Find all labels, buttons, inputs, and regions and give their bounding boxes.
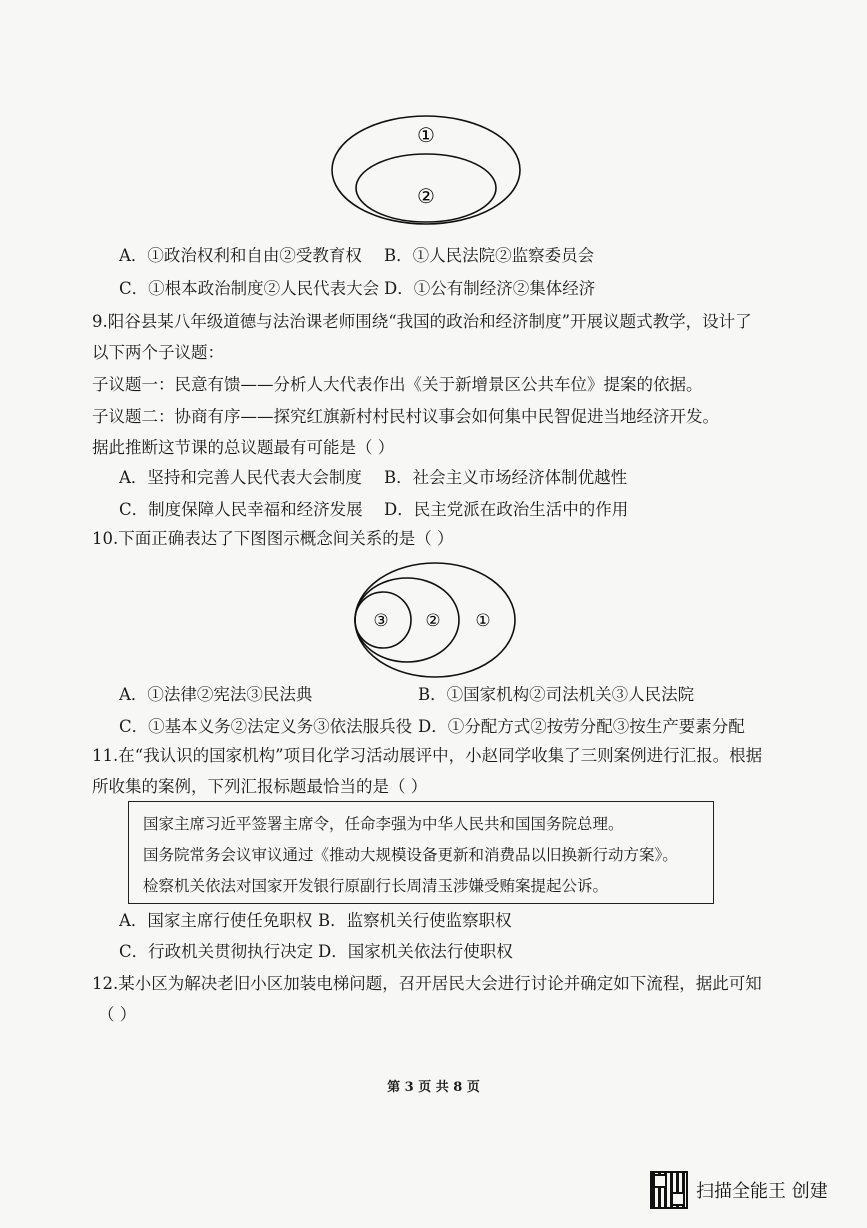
q10-nested-circles-diagram [350,558,520,683]
q12-stem-line2: （ ） [98,1005,137,1024]
q8-inner-label: ② [417,184,435,208]
q10-option-a: A．①法律②宪法③民法典 [119,685,313,704]
q9-stem-line2: 以下两个子议题： [92,343,224,362]
q10-inner-label: ③ [373,611,389,631]
q11-case-box [128,801,714,904]
q9-stem-line1: 9.阳谷县某八年级道德与法治课老师围绕“我国的政治和经济制度”开展议题式教学，设计了 [92,312,752,331]
q9-option-c: C．制度保障人民幸福和经济发展 [119,500,363,519]
q9-sub-topic-1: 子议题一：民意有馈——分析人大代表作出《关于新增景区公共车位》提案的依据。 [92,375,703,394]
q11-option-d: D．国家机关依法行使职权 [318,942,513,961]
q11-case-2: 国务院常务会议审议通过《推动大规模设备更新和消费品以旧换新行动方案》。 [143,846,678,864]
scanner-text: 扫描全能王 创建 [696,1181,828,1202]
q11-case-3: 检察机关依法对国家开发银行原副行长周清玉涉嫌受贿案提起公诉。 [143,877,609,895]
q8-option-d: D．①公有制经济②集体经济 [384,279,596,298]
q8-outer-label: ① [417,123,435,147]
q10-option-b: B．①国家机构②司法机关③人民法院 [418,685,695,704]
q9-option-d: D．民主党派在政治生活中的作用 [384,500,629,519]
q11-option-a: A．国家主席行使任免职权 [119,911,313,930]
q10-middle-ellipse [355,578,459,662]
q10-option-d: D．①分配方式②按劳分配③按生产要素分配 [418,717,745,736]
q8-option-b: B．①人民法院②监察委员会 [384,246,595,265]
q11-option-c: C．行政机关贯彻执行决定 [119,942,314,961]
q9-option-a: A．坚持和完善人民代表大会制度 [119,468,362,487]
scanner-watermark [650,1171,828,1209]
q9-option-b: B．社会主义市场经济体制优越性 [384,468,628,487]
q10-stem: 10.下面正确表达了下图图示概念间关系的是（ ） [92,529,454,548]
q11-stem-line1: 11.在“我认识的国家机构”项目化学习活动展评中，小赵同学收集了三则案例进行汇报。根据 [92,746,763,765]
q8-option-c: C．①根本政治制度②人民代表大会 [119,279,380,298]
q11-option-b: B．监察机关行使监察职权 [318,911,512,930]
q9-sub-topic-2: 子议题二：协商有序——探究红旗新村村民村议事会如何集中民智促进当地经济开发。 [92,407,719,426]
q10-middle-label: ② [425,611,441,631]
q10-option-c: C．①基本义务②法定义务③依法服兵役 [119,717,413,736]
qr-code-icon [650,1171,688,1209]
q10-outer-label: ① [475,611,491,631]
q9-question: 据此推断这节课的总议题最有可能是（ ） [92,438,395,457]
q11-case-1: 国家主席习近平签署主席令，任命李强为中华人民共和国国务院总理。 [143,815,624,833]
page-number: 第 3 页 共 8 页 [387,1080,480,1095]
q12-stem-line1: 12.某小区为解决老旧小区加装电梯问题，召开居民大会进行讨论并确定如下流程，据此可知 [92,974,762,993]
q11-stem-line2: 所收集的案例，下列汇报标题最恰当的是（ ） [92,777,428,796]
q8-option-a: A．①政治权利和自由②受教育权 [119,246,362,265]
q8-venn-diagram [328,112,538,232]
